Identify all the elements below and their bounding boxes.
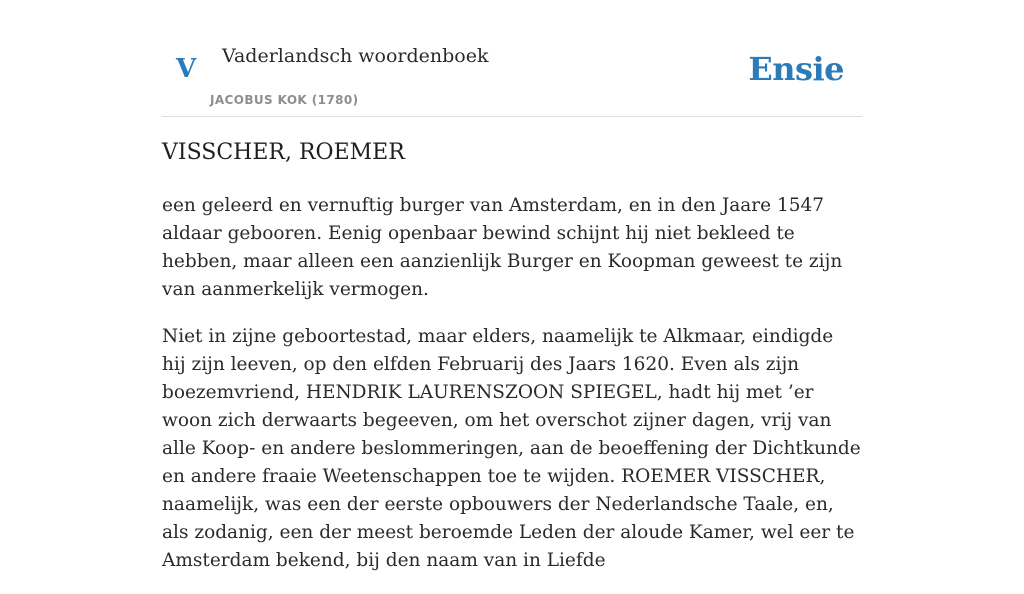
entry-title: VISSCHER, ROEMER	[162, 140, 405, 165]
entry-paragraph: Niet in zijne geboortestad, maar elders, naamelijk te Alkmaar, eindigde hij zijn leeven, op den elfden Februarij des Jaars 1620. Even als zijn boezemvriend, HENDRIK LAURENSZOON SPIEGEL, hadt hij met ’er woon zich derwaarts begeeven, om het overschot zijner dagen, vrij van alle Koop- en andere beslommeringen, aan de beoeffening der Dichtkunde en andere fraaie Weetenschappen toe te wijden. ROEMER VISSCHER, naamelijk, was een der eerste opbouwers der Nederlandsche Taale, en, als zodanig, een der meest beroemde Leden der aloude Kamer, wel eer te Amsterdam bekend, bij den naam van in Liefde	[162, 326, 861, 571]
book-title[interactable]: Vaderlandsch woordenboek	[222, 45, 489, 67]
entry-paragraph: een geleerd en vernuftig burger van Amsterdam, en in den Jaare 1547 aldaar gebooren. Eenig openbaar bewind schijnt hij niet bekleed te hebben, maar alleen een aanzienlijk Burger en Koopman geweest te zijn van aanmerkelijk vermogen.	[162, 195, 843, 300]
header	[162, 0, 862, 117]
book-author: JACOBUS KOK (1780)	[210, 93, 359, 107]
book-letter-icon: V	[176, 54, 197, 84]
entry-content	[162, 192, 862, 594]
ensie-logo[interactable]: Ensie	[748, 50, 844, 88]
